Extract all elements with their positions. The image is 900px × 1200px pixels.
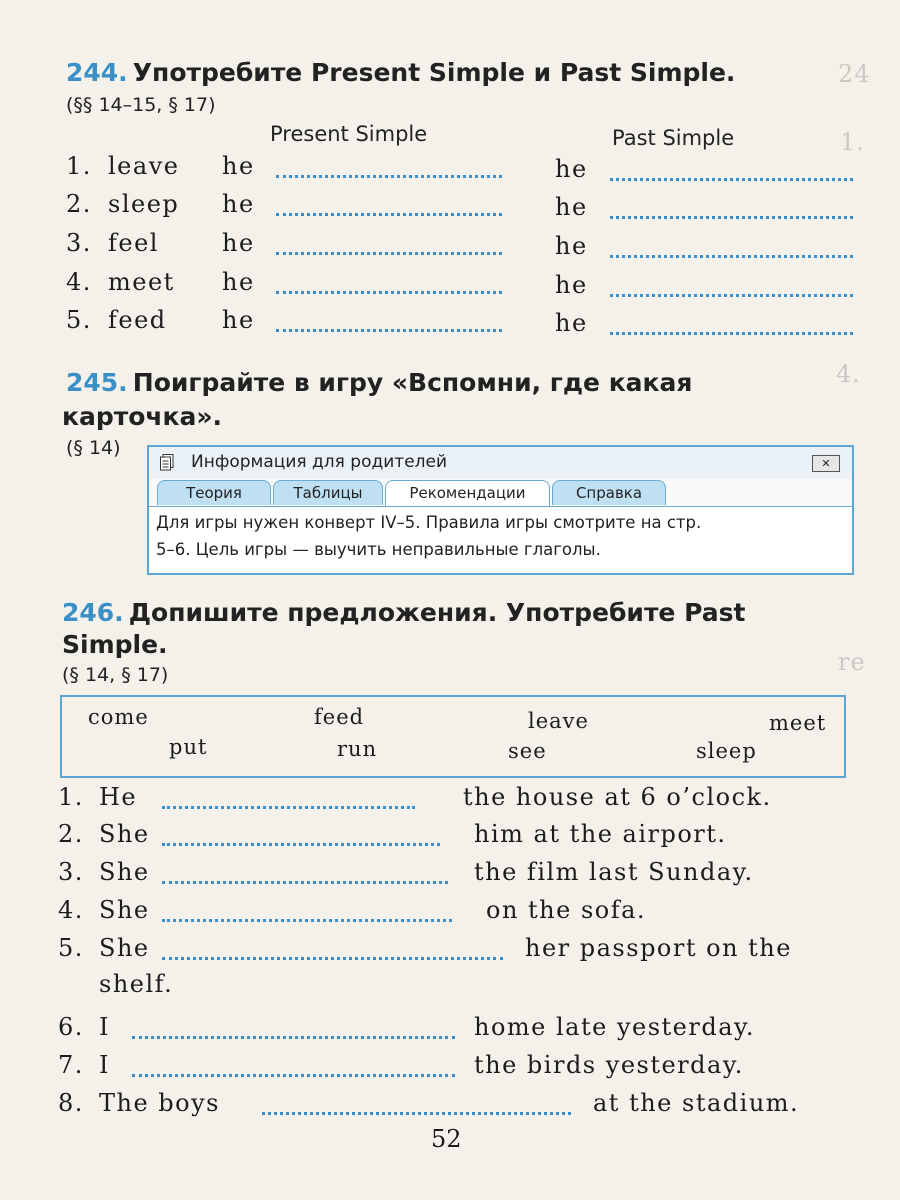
exercise-reference: (§§ 14–15, § 17) <box>66 94 216 116</box>
pronoun-present: he <box>222 268 255 296</box>
answer-blank-past[interactable] <box>610 215 853 219</box>
info-window-titlebar <box>149 447 852 479</box>
answer-blank[interactable] <box>262 1111 571 1115</box>
word-bank-item: meet <box>769 711 827 735</box>
pronoun-past: he <box>555 155 588 183</box>
exercise-number: 244. <box>66 58 128 87</box>
sentence-subject: The boys <box>99 1089 220 1117</box>
answer-blank-present[interactable] <box>276 328 502 332</box>
sentence-subject: She <box>99 820 150 848</box>
exercise-title: Допишите предложения. Употребите Past <box>128 598 746 627</box>
answer-blank-past[interactable] <box>610 331 853 335</box>
word-bank <box>60 695 846 778</box>
pronoun-present: he <box>222 152 255 180</box>
exercise-246-heading <box>62 598 745 627</box>
sentence-subject: I <box>99 1051 110 1079</box>
sentence-number: 3. <box>58 858 84 886</box>
exercise-reference: (§ 14, § 17) <box>62 664 169 686</box>
exercise-245-heading <box>66 368 692 397</box>
exercise-title: Употребите Present Simple и Past Simple. <box>132 58 736 87</box>
pronoun-past: he <box>555 309 588 337</box>
pronoun-present: he <box>222 190 255 218</box>
verb: meet <box>108 268 175 296</box>
sentence-number: 1. <box>58 783 84 811</box>
word-bank-item: run <box>337 737 378 761</box>
answer-blank[interactable] <box>132 1035 455 1039</box>
info-window-body <box>149 506 852 573</box>
tab-theory: Теория <box>157 480 271 505</box>
sentence-number: 2. <box>58 820 84 848</box>
exercise-number: 246. <box>62 598 124 627</box>
pronoun-past: he <box>555 193 588 221</box>
info-text-line: Для игры нужен конверт IV–5. Правила игры смотрите на стр. <box>156 513 702 532</box>
bleed-through: re <box>838 648 866 676</box>
answer-blank[interactable] <box>162 956 503 960</box>
sentence-ending-continued: shelf. <box>99 970 174 998</box>
row-number: 4. <box>66 268 92 296</box>
answer-blank[interactable] <box>162 918 452 922</box>
sentence-subject: I <box>99 1013 110 1041</box>
sentence-number: 6. <box>58 1013 84 1041</box>
row-number: 5. <box>66 306 92 334</box>
info-window-title: Информация для родителей <box>191 452 448 472</box>
verb: leave <box>108 152 180 180</box>
answer-blank-past[interactable] <box>610 177 853 181</box>
word-bank-item: leave <box>528 709 589 733</box>
document-icon <box>160 454 174 471</box>
word-bank-item: feed <box>314 705 365 729</box>
verb: feed <box>108 306 167 334</box>
sentence-ending: him at the airport. <box>474 820 727 848</box>
exercise-244-heading <box>66 58 735 87</box>
exercise-title: Поиграйте в игру «Вспомни, где какая <box>132 368 693 397</box>
sentence-subject: She <box>99 934 150 962</box>
row-number: 1. <box>66 152 92 180</box>
verb: feel <box>108 229 159 257</box>
parent-info-window <box>147 445 854 575</box>
word-bank-item: sleep <box>696 739 757 763</box>
sentence-ending: the house at 6 o’clock. <box>463 783 772 811</box>
close-icon: ✕ <box>812 455 840 472</box>
bleed-through: 24 <box>838 60 871 88</box>
pronoun-past: he <box>555 271 588 299</box>
sentence-ending: the birds yesterday. <box>474 1051 744 1079</box>
sentence-subject: She <box>99 858 150 886</box>
tab-tables: Таблицы <box>273 480 383 505</box>
pronoun-present: he <box>222 229 255 257</box>
answer-blank-present[interactable] <box>276 174 502 178</box>
sentence-subject: She <box>99 896 150 924</box>
answer-blank-present[interactable] <box>276 251 502 255</box>
tab-reference: Справка <box>552 480 666 505</box>
sentence-number: 8. <box>58 1089 84 1117</box>
exercise-title-continued: карточка». <box>62 402 223 431</box>
answer-blank-past[interactable] <box>610 254 853 258</box>
exercise-number: 245. <box>66 368 128 397</box>
sentence-ending: home late yesterday. <box>474 1013 756 1041</box>
sentence-ending: at the stadium. <box>593 1089 800 1117</box>
answer-blank[interactable] <box>132 1073 455 1077</box>
page-number: 52 <box>431 1125 462 1153</box>
column-header-present-simple: Present Simple <box>270 122 428 146</box>
answer-blank-past[interactable] <box>610 293 853 297</box>
sentence-ending: her passport on the <box>525 934 792 962</box>
row-number: 2. <box>66 190 92 218</box>
bleed-through: 4. <box>836 360 861 388</box>
sentence-number: 7. <box>58 1051 84 1079</box>
word-bank-item: see <box>508 739 547 763</box>
answer-blank-present[interactable] <box>276 290 502 294</box>
answer-blank[interactable] <box>162 880 448 884</box>
exercise-reference: (§ 14) <box>66 437 121 459</box>
column-header-past-simple: Past Simple <box>612 126 735 150</box>
sentence-subject: He <box>99 783 138 811</box>
word-bank-item: come <box>88 705 149 729</box>
sentence-ending: on the sofa. <box>486 896 647 924</box>
answer-blank[interactable] <box>162 805 415 809</box>
tab-recommendations: Рекомендации <box>385 480 550 507</box>
row-number: 3. <box>66 229 92 257</box>
sentence-number: 5. <box>58 934 84 962</box>
sentence-number: 4. <box>58 896 84 924</box>
exercise-title-continued: Simple. <box>62 630 168 659</box>
pronoun-present: he <box>222 306 255 334</box>
verb: sleep <box>108 190 180 218</box>
answer-blank[interactable] <box>162 842 440 846</box>
answer-blank-present[interactable] <box>276 212 502 216</box>
word-bank-item: put <box>169 735 208 759</box>
bleed-through: 1. <box>840 128 865 156</box>
sentence-ending: the film last Sunday. <box>474 858 754 886</box>
info-text-line: 5–6. Цель игры — выучить неправильные глаголы. <box>156 540 601 559</box>
pronoun-past: he <box>555 232 588 260</box>
